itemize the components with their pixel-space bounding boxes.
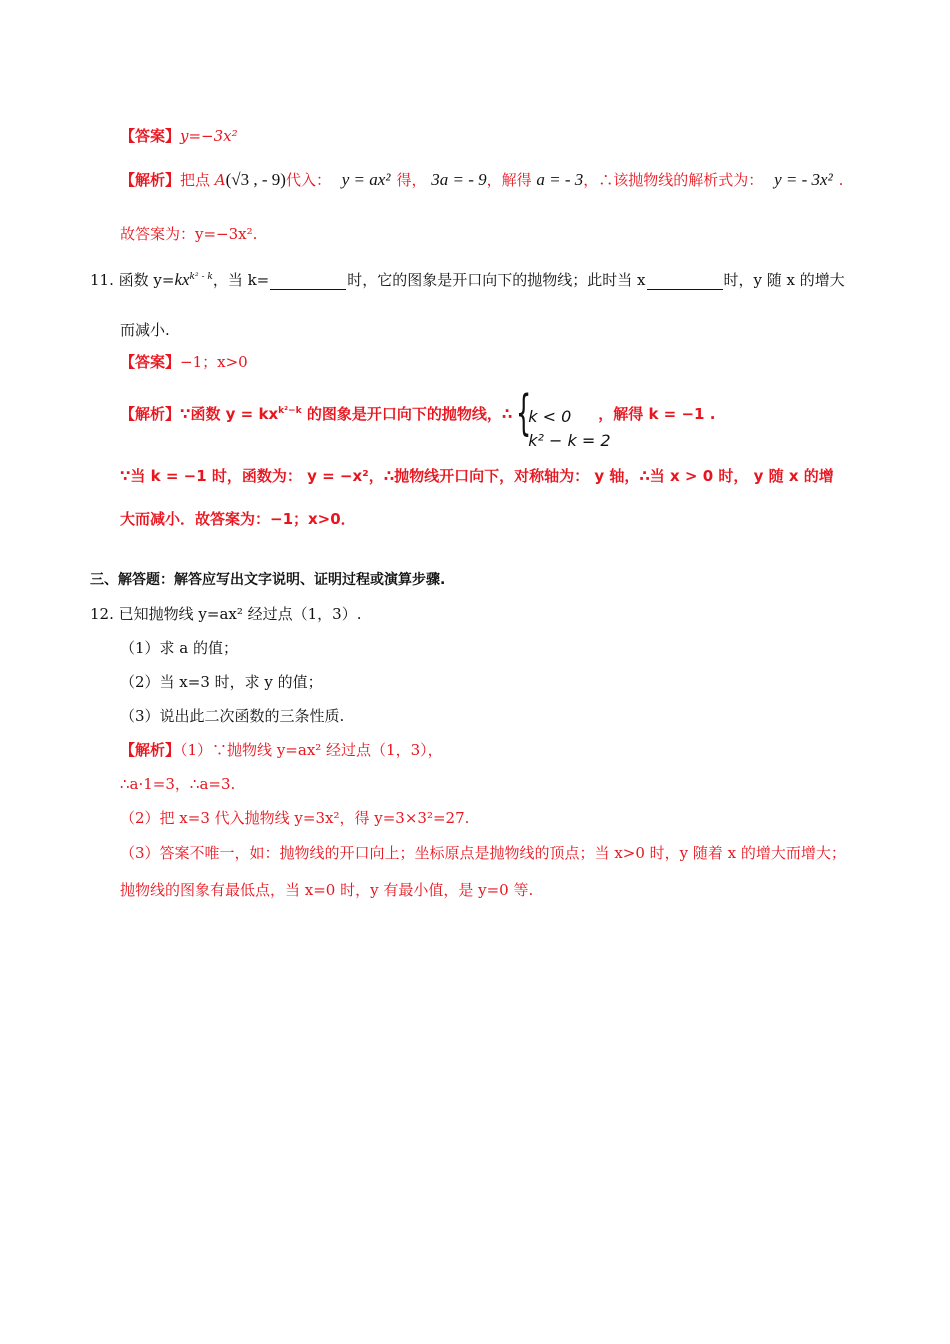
stem-text: 函数 y= — [118, 271, 175, 289]
q12-part2: （2）当 x=3 时，求 y 的值； — [120, 673, 323, 691]
q12-analysis-4: （3）答案不唯一，如：抛物线的开口向上；坐标原点是抛物线的顶点；当 x>0 时，y 随着 x 的增大而增大； — [120, 844, 846, 862]
section-title: 三、解答题：解答应写出文字说明、证明过程或演算步骤. — [90, 572, 446, 588]
analysis-text: ，解得 k = −1 . — [598, 405, 716, 423]
point-name: A — [214, 171, 226, 189]
q12-analysis-3: （2）把 x=3 代入抛物线 y=3x²，得 y=3×3²=27. — [120, 809, 470, 827]
equation: a = - 3 — [536, 170, 584, 189]
analysis-text: 把点 — [180, 171, 215, 189]
equation: y = - 3x² — [774, 170, 833, 189]
q11-stem-cont: 而减小. — [120, 321, 170, 339]
q12-part1: （1）求 a 的值； — [120, 639, 239, 657]
stem-text: 已知抛物线 y=ax² 经过点（1，3）. — [118, 605, 362, 623]
analysis-text: ，∴该抛物线的解析式为： — [583, 171, 764, 189]
question-number: 11. — [90, 271, 114, 289]
brace-icon: { — [516, 384, 532, 441]
q11-analysis-line3: 大而减小．故答案为：−1；x>0． — [120, 510, 356, 528]
analysis-text: 代入： — [285, 171, 331, 189]
analysis-text: 得， — [396, 171, 427, 189]
system-row: k < 0 — [528, 406, 572, 426]
analysis-exponent: k²−k — [278, 406, 302, 416]
question-number: 12. — [90, 605, 114, 623]
analysis-text: （1）∵抛物线 y=ax² 经过点（1，3）， — [180, 741, 443, 759]
analysis-label: 【解析】 — [120, 171, 181, 189]
q12-analysis-5: 抛物线的图象有最低点，当 x=0 时，y 有最小值，是 y=0 等. — [120, 881, 534, 899]
q10-answer — [120, 126, 238, 146]
q12-analysis-2: ∴a·1=3，∴a=3. — [120, 775, 236, 793]
q10-conclusion: 故答案为：y=−3x². — [120, 225, 258, 243]
analysis-text: 的图象是开口向下的抛物线，∴ — [301, 405, 513, 423]
answer-blank[interactable] — [647, 274, 723, 290]
function-base: kx — [174, 270, 190, 289]
stem-text: 时，y 随 x 的增大 — [723, 271, 845, 289]
q10-analysis — [120, 170, 843, 190]
equation: y = ax² — [341, 170, 391, 189]
q11-answer — [120, 352, 248, 372]
stem-text: ，当 k= — [212, 271, 270, 289]
point-coords: (√3 , - 9) — [225, 170, 286, 189]
q11-analysis-line2: ∵当 k = −1 时，函数为： y = −x²，∴抛物线开口向下，对称轴为： y 轴，∴当 x > 0 时， y 随 x 的增 — [120, 467, 834, 485]
function-exponent: k² - k — [189, 272, 213, 282]
q11-stem — [90, 270, 845, 290]
answer-blank[interactable] — [270, 274, 346, 290]
equation: 3a = - 9 — [431, 170, 487, 189]
q12-analysis-1 — [120, 740, 443, 760]
stem-text: 时，它的图象是开口向下的抛物线；此时当 x — [347, 271, 646, 289]
q12-stem — [90, 604, 362, 624]
answer-value: −1；x>0 — [180, 353, 248, 371]
analysis-text: . — [838, 171, 844, 189]
equation-system — [516, 384, 611, 450]
analysis-label: 【解析】 — [120, 405, 181, 423]
q11-analysis — [120, 384, 716, 450]
answer-value: y=−3x² — [180, 127, 238, 145]
answer-label: 【答案】 — [120, 353, 181, 371]
analysis-text: ∵函数 y = kx — [180, 405, 279, 423]
q12-part3: （3）说出此二次函数的三条性质. — [120, 707, 345, 725]
analysis-text: ，解得 — [486, 171, 537, 189]
analysis-label: 【解析】 — [120, 741, 181, 759]
system-row: k² − k = 2 — [528, 430, 611, 450]
answer-label: 【答案】 — [120, 127, 181, 145]
